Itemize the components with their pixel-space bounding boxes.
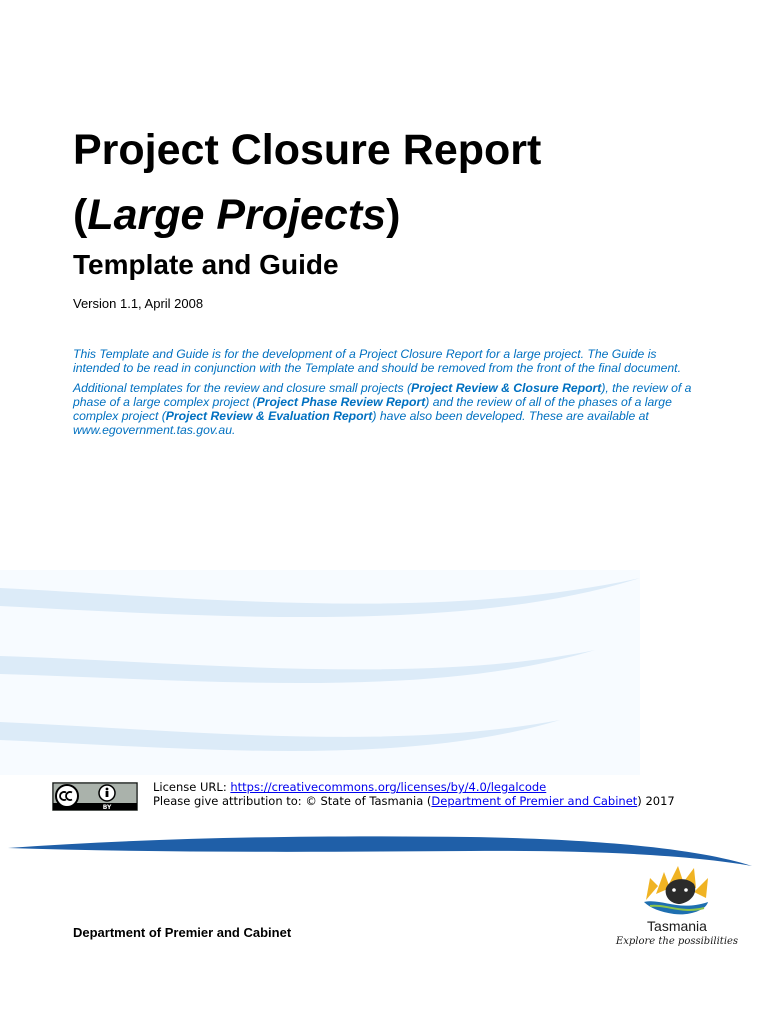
license-url-label: License URL:: [153, 780, 231, 794]
attribution-suffix: ) 2017: [637, 794, 675, 808]
title-line-1: Project Closure Report: [73, 126, 542, 174]
template-name-phase-review: Project Phase Review Report: [256, 395, 426, 409]
tasmania-logo: [612, 862, 742, 957]
title-paren-close: ): [386, 191, 401, 239]
license-block: [153, 780, 675, 808]
guide-notice: [73, 347, 693, 443]
version-text: Version 1.1, April 2008: [73, 296, 204, 311]
license-url-link[interactable]: https://creativecommons.org/licenses/by/4.0/legalcode: [230, 780, 547, 794]
logo-wordmark: Tasmania: [647, 918, 707, 934]
department-link[interactable]: Department of Premier and Cabinet: [431, 794, 638, 808]
document-subtitle: Template and Guide: [73, 249, 339, 280]
logo-tagline: Explore the possibilities: [615, 936, 739, 947]
template-name-review-evaluation: Project Review & Evaluation Report: [165, 409, 373, 423]
tasmanian-tiger-icon: [612, 862, 742, 918]
decorative-waves: [0, 570, 768, 780]
attribution-prefix: Please give attribution to: © State of Tasmania (: [153, 794, 432, 808]
guide-paragraph-1: This Template and Guide is for the development of a Project Closure Report for a large project. The Guide is intended to be read in conjunction with the Template and should be removed from the front of the final document.: [73, 347, 681, 375]
guide-paragraph-2: Additional templates for the review and closure small projects (Project Review & Closure Report), the review of a phase of a large complex project (Project Phase Review Report) and the review of all of the phases of a large complex project (Project Review & Evaluation Report) have also been developed. These are available at www.egovernment.tas.gov.au.: [73, 381, 692, 437]
document-title: [73, 118, 541, 248]
footer-department: Department of Premier and Cabinet: [73, 925, 292, 940]
badge-by-label: BY: [102, 804, 112, 811]
template-name-review-closure: Project Review & Closure Report: [411, 381, 602, 395]
title-paren-open: (: [73, 191, 88, 239]
creative-commons-badge: [52, 782, 138, 811]
title-large-projects: Large Projects: [87, 191, 387, 239]
